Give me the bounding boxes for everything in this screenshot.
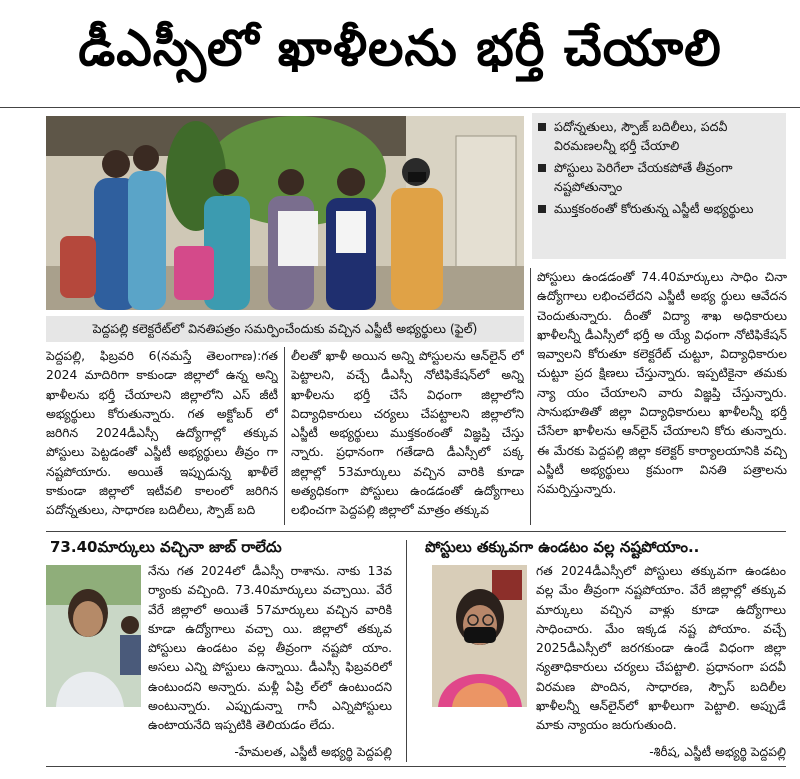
bullet-square-icon xyxy=(538,123,546,131)
photo-caption: పెద్దపల్లి కలెక్టరేట్‌లో వినతిపత్రం సమర్పించేందుకు వచ్చిన ఎస్జీటీ అభ్యర్థులు (ఫైల్) xyxy=(46,316,524,342)
article-text: పెద్దపల్లి, ఫిబ్రవరి 6(నమస్తే తెలంగాణ):గత 2024 మాదిరిగా కాకుండా జిల్లాలో ఉన్న అన్ని ఖాళీలను భర్తీ చేయాలని జిల్లాలోని ఎస్ జీటీ అభ్యర్థులు కోరుతున్నారు. గత అక్టోబర్ లో జరిగిన 2024డీఎస్సీ ఉద్యోగాల్లో తక్కువ పోస్టులు పెట్టడంతో ఎస్జీటీ అభ్యర్థులు తీవ్రం గా నష్టపోయారు. అయితే ఇప్పుడున్న ఖాళీలే కాకుండా జిల్లాలో ఇటీవలి కాలంలో జరిగిన పదోన్నతులు, సాధారణ బదిలీలు, స్పౌజ్ బది xyxy=(46,349,278,518)
bottom-rule xyxy=(46,766,786,767)
story-left-text xyxy=(148,562,392,740)
headline-rule xyxy=(0,107,800,108)
story-right-byline: -శిరీష, ఎస్జీటీ అభ్యర్థి పెద్దపల్లి xyxy=(649,745,786,759)
column-divider xyxy=(530,268,531,525)
article-text: పోస్టులు ఉండడంతో 74.40మార్కులు సాధిం చినా ఉద్యోగాలు లభించలేదని ఎస్జీటీ అభ్య ర్థులు ఆవేదన చెందుతున్నారు. దీంతో విద్యా శాఖ అధికారులు ఖాళీలన్నీ డీఎస్సీలో భర్తీ అ య్యే విధంగా నోటిఫికేషన్ ఇవ్వాలని కోరుతూ కలెక్టరేట్ చుట్టూ, విద్యాధికారుల చుట్టూ ప్రద క్షిణలు చేస్తున్నారు. ఇప్పటికైనా తమకు న్యా యం చేయాలని వారు విజ్ఞప్తి చేస్తున్నారు. సానుభూతితో జిల్లా విద్యాధికారులు ఖాళీలన్నీ భర్తీ చేసేలా ఖాళీలను ఆన్‌లైన్ చేయాలని కోరు తున్నారు. ఈ మేరకు పెద్దపల్లి జిల్లా కలెక్టర్ కార్యాలయానికి వచ్చి ఎస్జీటీ అభ్యర్థులు క్రమంగా వినతి పత్రాలను సమర్పిస్తున్నారు. xyxy=(537,270,787,497)
story-right-title: పోస్టులు తక్కువగా ఉండటం వల్ల నష్టపోయాం.. xyxy=(425,538,700,556)
bullet-square-icon xyxy=(538,164,546,172)
story-text: నేను గత 2024లో డీఎస్సీ రాశాను. నాకు 13వ ర్యాంకు వచ్చింది. 73.40మార్కులు వచ్చాయి. వేరే వేరే జిల్లాలో అయితే 57మార్కులు వచ్చిన వారికి కూడా ఉద్యోగాలు వచ్చా యి. జిల్లాలో తక్కువ పోస్టులు ఉండటం వల్ల తీవ్రంగా నష్టపో యాం. అసలు ఎన్ని పోస్టులు ఉన్నాయి. డీఎస్సీ ఫిబ్రవరిలో ఉంటుందని అన్నారు. మళ్లీ ఏప్రి ల్‌లో ఉంటుందని అంటున్నారు. ఎప్పుడున్నా గానీ ఎన్నిపోస్టులు ఉంటాయనేది ఇప్పటికి తెలియడం లేదు. xyxy=(148,564,392,733)
story-right-text xyxy=(536,562,786,740)
highlight-item xyxy=(538,117,780,155)
story-left-byline: -హేమలత, ఎస్జీటీ అభ్యర్థి పెద్దపల్లి xyxy=(234,745,392,759)
highlight-item xyxy=(538,199,780,218)
column-divider xyxy=(406,540,407,762)
group-photo xyxy=(46,116,524,310)
story-text: గత 2024డీఎస్సీలో పోస్టులు తక్కువగా ఉండటం వల్ల మేం తీవ్రంగా నష్టపోయాం. వేరే జిల్లాల్లో తక్కువ మార్కులు వచ్చిన వాళ్లు కూడా ఉద్యోగాలు సాధించారు. మేం ఇక్కడ నష్ట పోయాం. వచ్చే 2025డీఎస్సీలో జరగకుండా ఉండే విధంగా జిల్లా న్యతాధికారులు చర్యలు చేపట్టాలి. ప్రధానంగా పదవీ విరమణ పొందిన, సాధారణ, స్పౌస్ బదిలీల ఖాళీలన్నీ ఆన్‌లైన్‌లో ఖాళీలుగా పెట్టాలి. అప్పుడే మాకు న్యాయం జరుగుతుంది. xyxy=(536,564,786,733)
bullet-square-icon xyxy=(538,205,546,213)
article-column-2 xyxy=(291,347,524,525)
highlight-text: పోస్టులు పెరిగేలా చేయకపోతే తీవ్రంగా నష్టపోతున్నాం xyxy=(554,160,733,194)
highlight-text: ముక్తకంఠంతో కోరుతున్న ఎస్జీటీ అభ్యర్థులు xyxy=(554,201,754,216)
story-left-title: 73.40మార్కులు వచ్చినా జాబ్ రాలేదు xyxy=(50,538,282,556)
hemalatha-photo xyxy=(46,565,141,707)
highlight-item xyxy=(538,158,780,196)
headline: డీఎస్సీలో ఖాళీలను భర్తీ చేయాలి xyxy=(78,18,722,77)
highlights-box xyxy=(532,113,786,259)
highlight-text: పదోన్నతులు, స్పౌజ్ బదిలీలు, పదవీ విరమణలన్నీ భర్తీ చేయాలి xyxy=(554,119,728,153)
sireesha-photo xyxy=(432,565,527,707)
section-rule xyxy=(46,531,786,532)
column-divider xyxy=(284,347,285,525)
article-column-3 xyxy=(537,268,787,526)
article-column-1 xyxy=(46,347,278,525)
article-text: లీలతో ఖాళీ అయిన అన్ని పోస్టులను ఆన్‌లైన్ లో పెట్టాలని, వచ్చే డీఎస్సీ నోటిఫికేషన్‌లో అన్ని ఖాళీలను భర్తీ చేసే విధంగా జిల్లాలోని విద్యాధికారులు చర్యలు చేపట్టాలని జిల్లాలోని ఎస్జీటీ అభ్యర్థులు ముక్తకంఠంతో విజ్ఞప్తి చేస్తు న్నారు. ప్రధానంగా గతేడాది డీఎస్సీలో పక్క జిల్లాల్లో 53మార్కులు వచ్చిన వారికి కూడా అత్యధికంగా పోస్టులు ఉండడంతో ఉద్యోగాలు లభించగా పెద్దపల్లి జిల్లాలో మాత్రం తక్కువ xyxy=(291,349,524,518)
